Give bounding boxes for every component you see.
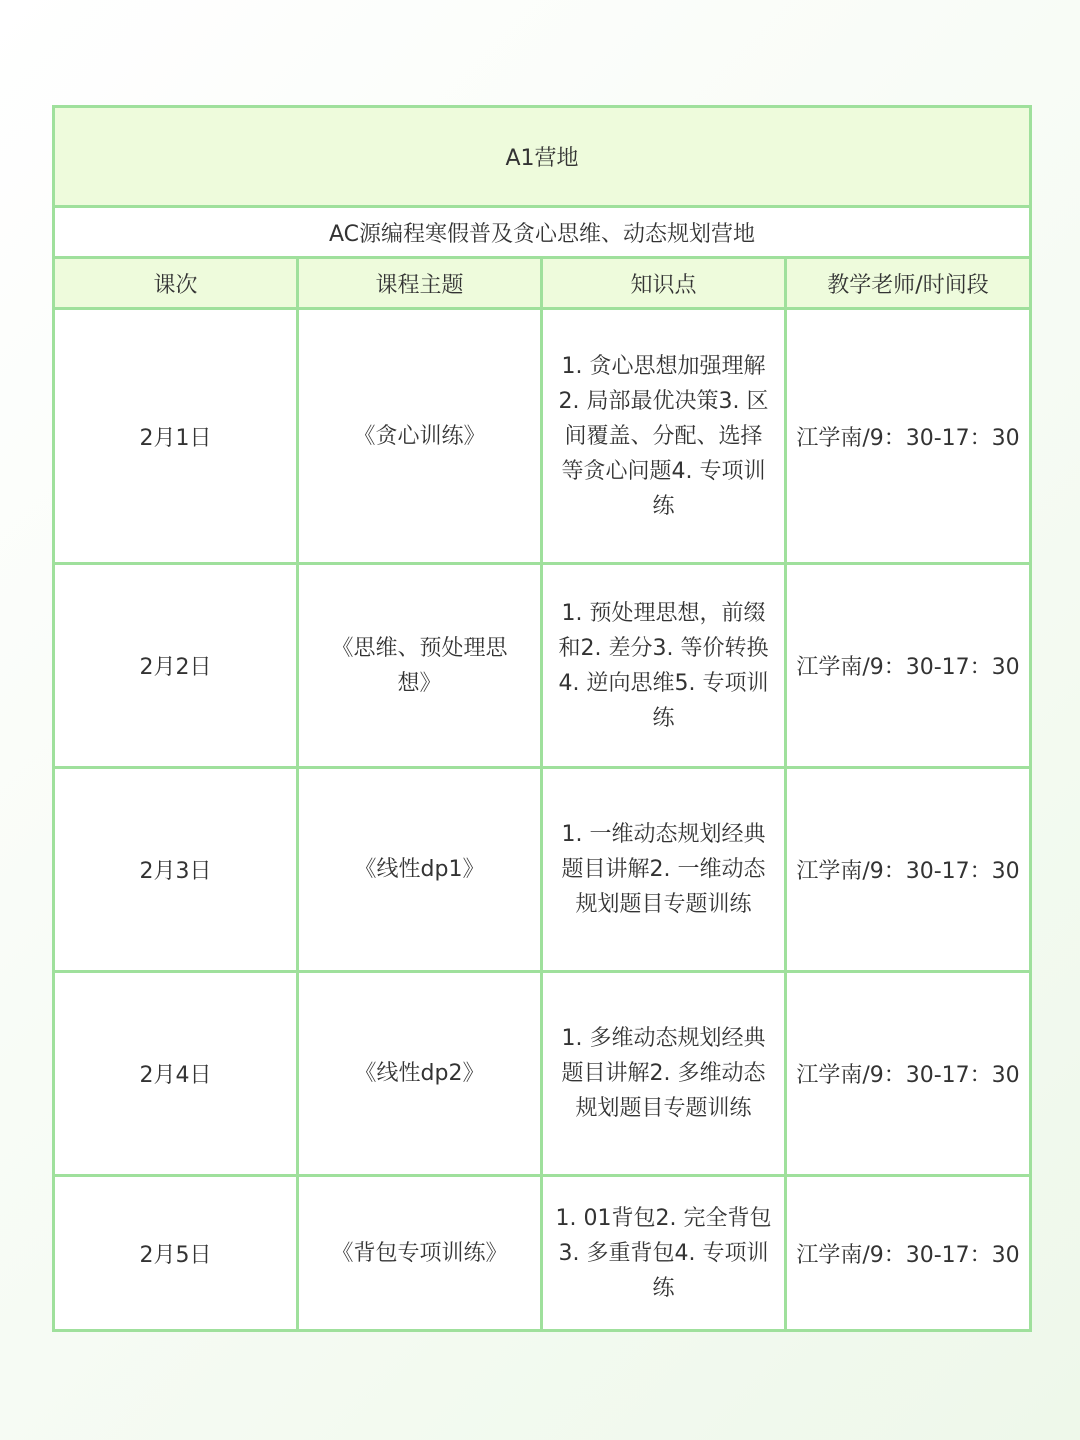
table-subtitle: AC源编程寒假普及贪心思维、动态规划营地 <box>54 207 1031 258</box>
header-row <box>54 258 1031 309</box>
cell-knowledge: 1. 贪心思想加强理解2. 局部最优决策3. 区间覆盖、分配、选择等贪心问题4. 专项训练 <box>542 309 786 564</box>
table-row <box>54 564 1031 768</box>
cell-knowledge: 1. 多维动态规划经典题目讲解2. 多维动态规划题目专题训练 <box>542 972 786 1176</box>
cell-topic: 《线性dp2》 <box>298 972 542 1176</box>
table-row <box>54 972 1031 1176</box>
cell-knowledge: 1. 01背包2. 完全背包3. 多重背包4. 专项训练 <box>542 1176 786 1331</box>
title-row <box>54 107 1031 207</box>
cell-date: 2月2日 <box>54 564 298 768</box>
cell-teacher-time: 江学南/9：30-17：30 <box>786 1176 1031 1331</box>
cell-date: 2月4日 <box>54 972 298 1176</box>
table-row <box>54 1176 1031 1331</box>
cell-teacher-time: 江学南/9：30-17：30 <box>786 564 1031 768</box>
cell-date: 2月3日 <box>54 768 298 972</box>
cell-topic: 《贪心训练》 <box>298 309 542 564</box>
cell-teacher-time: 江学南/9：30-17：30 <box>786 309 1031 564</box>
table-title: A1营地 <box>54 107 1031 207</box>
cell-teacher-time: 江学南/9：30-17：30 <box>786 768 1031 972</box>
subtitle-row <box>54 207 1031 258</box>
header-session: 课次 <box>54 258 298 309</box>
cell-date: 2月5日 <box>54 1176 298 1331</box>
schedule-table <box>52 105 1032 1332</box>
cell-knowledge: 1. 一维动态规划经典题目讲解2. 一维动态规划题目专题训练 <box>542 768 786 972</box>
cell-topic: 《思维、预处理思想》 <box>298 564 542 768</box>
cell-date: 2月1日 <box>54 309 298 564</box>
cell-topic: 《背包专项训练》 <box>298 1176 542 1331</box>
cell-knowledge: 1. 预处理思想，前缀和2. 差分3. 等价转换4. 逆向思维5. 专项训练 <box>542 564 786 768</box>
table-row <box>54 768 1031 972</box>
cell-topic: 《线性dp1》 <box>298 768 542 972</box>
header-teacher-time: 教学老师/时间段 <box>786 258 1031 309</box>
header-topic: 课程主题 <box>298 258 542 309</box>
cell-teacher-time: 江学南/9：30-17：30 <box>786 972 1031 1176</box>
header-knowledge: 知识点 <box>542 258 786 309</box>
table-row <box>54 309 1031 564</box>
